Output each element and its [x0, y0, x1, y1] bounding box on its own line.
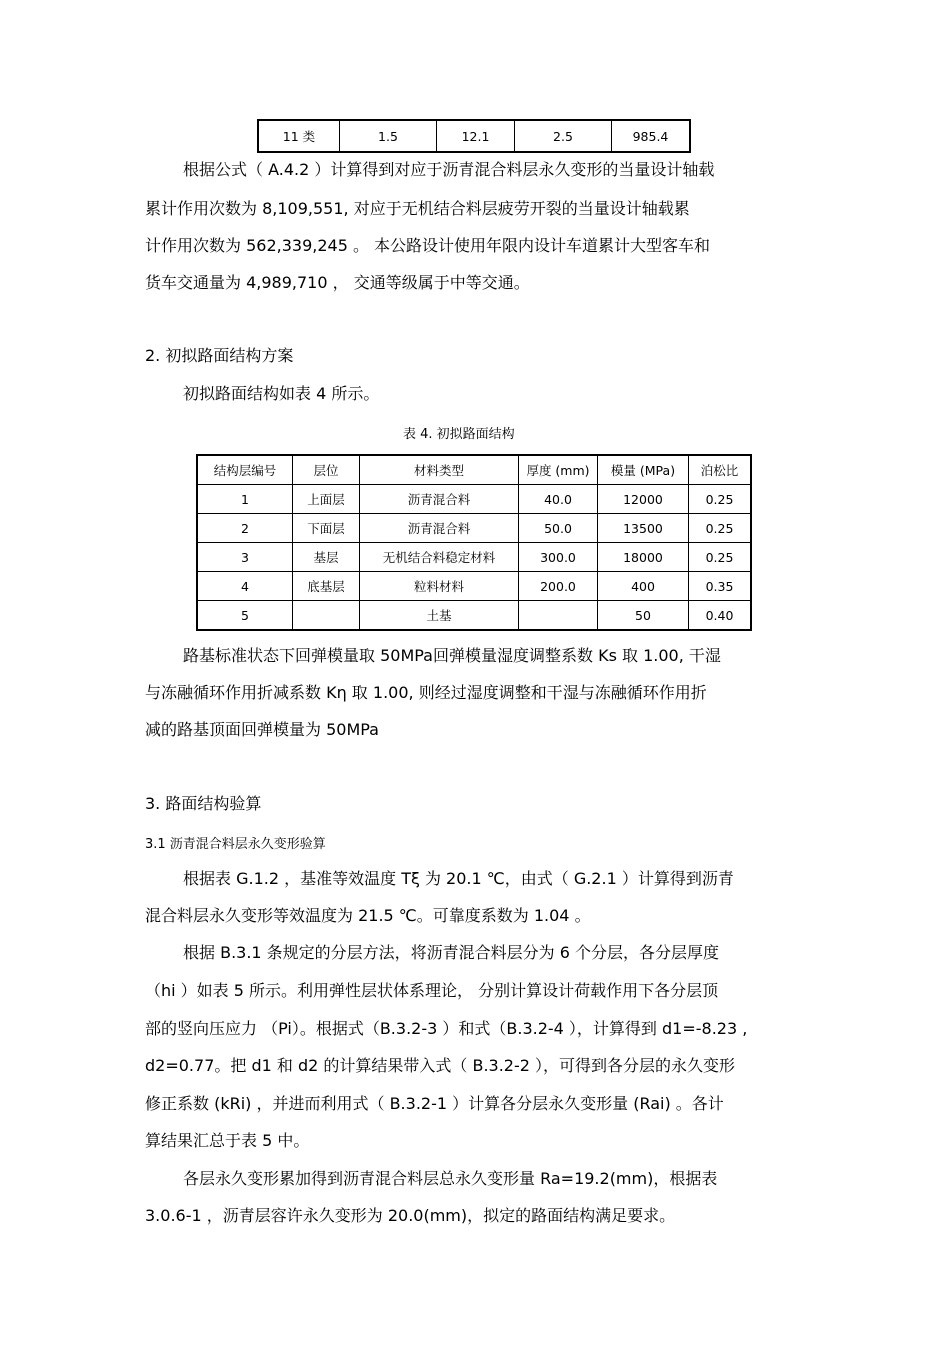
paragraph-line: 累计作用次数为 8,109,551, 对应于无机结合料层疲劳开裂的当量设计轴载累: [145, 199, 690, 218]
table-cell: 50: [598, 601, 689, 631]
table-cell: 沥青混合料: [360, 485, 519, 514]
paragraph-line: 根据 B.3.1 条规定的分层方法，将沥青混合料层分为 6 个分层，各分层厚度: [183, 943, 720, 962]
paragraph-line: 各层永久变形累加得到沥青混合料层总永久变形量 Ra=19.2(mm)，根据表: [183, 1169, 718, 1188]
table-cell: 1: [197, 485, 293, 514]
table-cell: 1.5: [340, 120, 437, 152]
table-cell: [293, 601, 360, 631]
paragraph-line: 计作用次数为 562,339,245 。 本公路设计使用年限内设计车道累计大型客车和: [145, 236, 711, 255]
table-cell: 50.0: [519, 514, 598, 543]
paragraph-line: 与冻融循环作用折减系数 Kη 取 1.00, 则经过湿度调整和干湿与冻融循环作用折: [145, 683, 707, 702]
table-cell: 沥青混合料: [360, 514, 519, 543]
table-cell: 0.25: [689, 514, 752, 543]
table-cell: 无机结合料稳定材料: [360, 543, 519, 572]
table-cell: 下面层: [293, 514, 360, 543]
table-row: [197, 572, 751, 601]
paragraph-line: 路基标准状态下回弹模量取 50MPa回弹模量湿度调整系数 Ks 取 1.00, 干湿: [183, 646, 721, 665]
table-cell: 12000: [598, 485, 689, 514]
table-cell: 4: [197, 572, 293, 601]
table-cell: 2.5: [515, 120, 612, 152]
table-cell: 底基层: [293, 572, 360, 601]
column-header: 厚度 (mm): [519, 455, 598, 485]
paragraph-line: 减的路基顶面回弹模量为 50MPa: [145, 720, 379, 739]
table-cell: 0.35: [689, 572, 752, 601]
table-cell: 11 类: [258, 120, 340, 152]
table-cell: 0.40: [689, 601, 752, 631]
table-cell: 土基: [360, 601, 519, 631]
table-cell: 12.1: [437, 120, 515, 152]
column-header: 泊松比: [689, 455, 752, 485]
paragraph-line: 部的竖向压应力 （Pi）。根据式（B.3.2-3 ）和式（B.3.2-4 ），计算得到 d1=-8.23 ,: [145, 1019, 748, 1038]
table-row: [258, 120, 690, 152]
table-cell: 400: [598, 572, 689, 601]
table-row: [197, 485, 751, 514]
continued-table: [257, 119, 691, 153]
column-header: 结构层编号: [197, 455, 293, 485]
table-cell: 0.25: [689, 543, 752, 572]
table-row: [197, 543, 751, 572]
table-cell: 基层: [293, 543, 360, 572]
section-heading: 2. 初拟路面结构方案: [145, 346, 294, 365]
column-header: 材料类型: [360, 455, 519, 485]
paragraph-line: 初拟路面结构如表 4 所示。: [183, 384, 380, 403]
pavement-structure-table: [196, 454, 752, 631]
table-cell: 18000: [598, 543, 689, 572]
paragraph-line: 修正系数 (kRi) ，并进而利用式（ B.3.2-1 ）计算各分层永久变形量 (Rai) 。各计: [145, 1094, 724, 1113]
table-cell: 200.0: [519, 572, 598, 601]
table-cell: 0.25: [689, 485, 752, 514]
table-cell: 5: [197, 601, 293, 631]
paragraph-line: 货车交通量为 4,989,710 ， 交通等级属于中等交通。: [145, 273, 530, 292]
paragraph-line: d2=0.77。把 d1 和 d2 的计算结果带入式（ B.3.2-2 ），可得到各分层的永久变形: [145, 1056, 736, 1075]
paragraph-line: 3.0.6-1 ，沥青层容许永久变形为 20.0(mm)，拟定的路面结构满足要求。: [145, 1206, 676, 1225]
table-cell: 上面层: [293, 485, 360, 514]
table-header-row: [197, 455, 751, 485]
column-header: 模量 (MPa): [598, 455, 689, 485]
paragraph-line: 根据表 G.1.2 ，基准等效温度 Tξ 为 20.1 ℃，由式（ G.2.1 ）计算得到沥青: [183, 869, 734, 888]
table-cell: 13500: [598, 514, 689, 543]
paragraph-line: 混合料层永久变形等效温度为 21.5 ℃。可靠度系数为 1.04 。: [145, 906, 591, 925]
paragraph-line: 根据公式（ A.4.2 ）计算得到对应于沥青混合料层永久变形的当量设计轴载: [183, 160, 715, 179]
table-cell: 2: [197, 514, 293, 543]
table-cell: 3: [197, 543, 293, 572]
table-cell: [519, 601, 598, 631]
table-row: [197, 601, 751, 631]
paragraph-line: 算结果汇总于表 5 中。: [145, 1131, 310, 1150]
table-cell: 40.0: [519, 485, 598, 514]
paragraph-line: （hi ）如表 5 所示。利用弹性层状体系理论， 分别计算设计荷载作用下各分层顶: [145, 981, 719, 1000]
table-cell: 粒料材料: [360, 572, 519, 601]
table-cell: 300.0: [519, 543, 598, 572]
section-heading: 3. 路面结构验算: [145, 794, 262, 813]
table-caption: 表 4. 初拟路面结构: [403, 427, 515, 442]
column-header: 层位: [293, 455, 360, 485]
table-cell: 985.4: [612, 120, 691, 152]
table-row: [197, 514, 751, 543]
subsection-heading: 3.1 沥青混合料层永久变形验算: [145, 837, 326, 852]
